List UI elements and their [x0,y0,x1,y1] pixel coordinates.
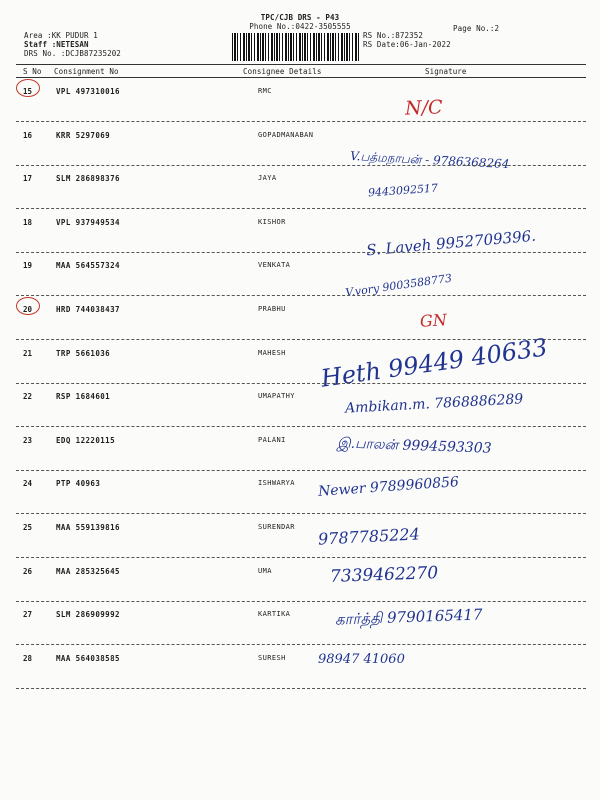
row-consignee: UMA [258,566,272,575]
row-consignee: MAHESH [258,348,286,357]
row-consignment-no: SLM 286898376 [56,174,120,184]
row-consignment-no: PTP 40963 [56,479,101,489]
row-signature: 98947 41060 [318,651,405,667]
barcode [232,33,360,61]
row-signature: N/C [404,96,443,120]
row-divider [16,426,586,427]
row-sno: 16 [23,130,33,140]
row-consignment-no: MAA 285325645 [56,566,120,576]
row-consignee: ISHWARYA [258,479,295,488]
row-consignee: GOPADMANABAN [258,130,314,139]
row-divider [16,295,586,296]
row-divider [16,601,586,602]
row-sno: 21 [23,348,33,358]
row-sno: 20 [23,305,33,314]
table-row [0,127,600,171]
table-row [0,257,600,301]
row-sno: 19 [23,261,33,271]
row-consignment-no: MAA 559139816 [56,523,120,532]
row-consignee: JAYA [258,174,277,183]
table-row [0,650,600,694]
row-consignment-no: VPL 497310016 [56,87,120,96]
row-consignee: UMAPATHY [258,392,295,401]
row-consignment-no: TRP 5661036 [56,348,111,358]
table-row [0,83,600,127]
rs-number: RS No.:872352 [363,31,423,40]
row-signature: GN [419,310,448,331]
row-signature: இ.பாலன் 9994593303 [336,435,492,457]
table-row [0,388,600,432]
row-consignment-no: HRD 744038437 [56,305,120,314]
row-sno: 22 [23,392,33,402]
row-divider [16,470,586,471]
row-sno: 23 [23,435,33,445]
header-bottom-rule [16,77,586,78]
row-sno: 27 [23,610,33,620]
row-consignment-no: SLM 286909992 [56,610,120,620]
area-label: Area :KK PUDUR 1 [24,31,98,40]
row-consignment-no: RSP 1684601 [56,392,111,402]
row-divider [16,513,586,514]
row-signature: 9787785224 [317,524,421,549]
row-signature: V.பத்மநாபன் - 9786368264 [349,148,510,171]
row-divider [16,557,586,558]
table-row [0,606,600,650]
row-consignee: RMC [258,87,272,95]
row-signature: Heth 99449 40633 [319,332,550,393]
table-row [0,332,600,393]
row-sno: 26 [23,566,33,576]
table-row [0,519,600,563]
row-sno: 15 [23,87,33,96]
row-signature: Ambikan.m. 7868886289 [344,391,524,417]
col-sno: S No [23,67,42,76]
table-row [0,563,600,607]
row-consignment-no: EDQ 12220115 [56,435,115,445]
row-signature: V.vory 9003588773 [344,271,453,300]
row-divider [16,383,586,384]
row-divider [16,165,586,166]
phone-number: Phone No.:0422-3505555 [249,22,351,31]
row-sno: 18 [23,217,33,227]
page-number: Page No.:2 [453,24,500,33]
table-row [0,475,600,519]
row-consignee: SURENDAR [258,523,295,531]
row-consignee: KARTIKA [258,610,291,619]
row-sno: 28 [23,653,33,663]
col-consignee: Consignee Details [243,67,322,76]
row-consignment-no: MAA 564038585 [56,653,120,663]
row-consignment-no: VPL 937949534 [56,217,120,227]
row-signature: 9443092517 [367,181,439,200]
row-sno: 17 [23,174,33,184]
row-consignee: SURESH [258,653,286,662]
row-consignee: PALANI [258,435,286,444]
row-signature: கார்த்தி 9790165417 [334,605,483,629]
col-consignment: Consignment No [54,67,119,76]
row-signature: 7339462270 [329,562,439,587]
row-divider [16,208,586,209]
sheet-title: TPC/CJB DRS - P43 [260,13,340,22]
row-consignee: VENKATA [258,261,291,270]
row-divider [16,644,586,645]
row-signature: S. Laveh 9952709396. [365,226,537,260]
row-sno: 25 [23,523,33,532]
row-divider [16,121,586,122]
table-row [0,214,600,258]
row-sno: 24 [23,479,33,489]
table-row [0,432,600,476]
staff-label: Staff :NETESAN [24,40,89,49]
row-consignee: KISHOR [258,217,286,226]
drs-number: DRS No. :DCJB87235202 [24,49,121,58]
row-consignment-no: KRR 5297069 [56,130,111,140]
row-divider [16,252,586,253]
header-top-rule [16,64,586,65]
rs-date: RS Date:06-Jan-2022 [363,40,451,49]
row-consignee: PRABHU [258,305,286,313]
col-signature: Signature [425,67,467,76]
row-divider [16,688,586,689]
row-signature: Newer 9789960856 [317,474,460,501]
row-consignment-no: MAA 564557324 [56,261,120,271]
table-row [0,170,600,214]
